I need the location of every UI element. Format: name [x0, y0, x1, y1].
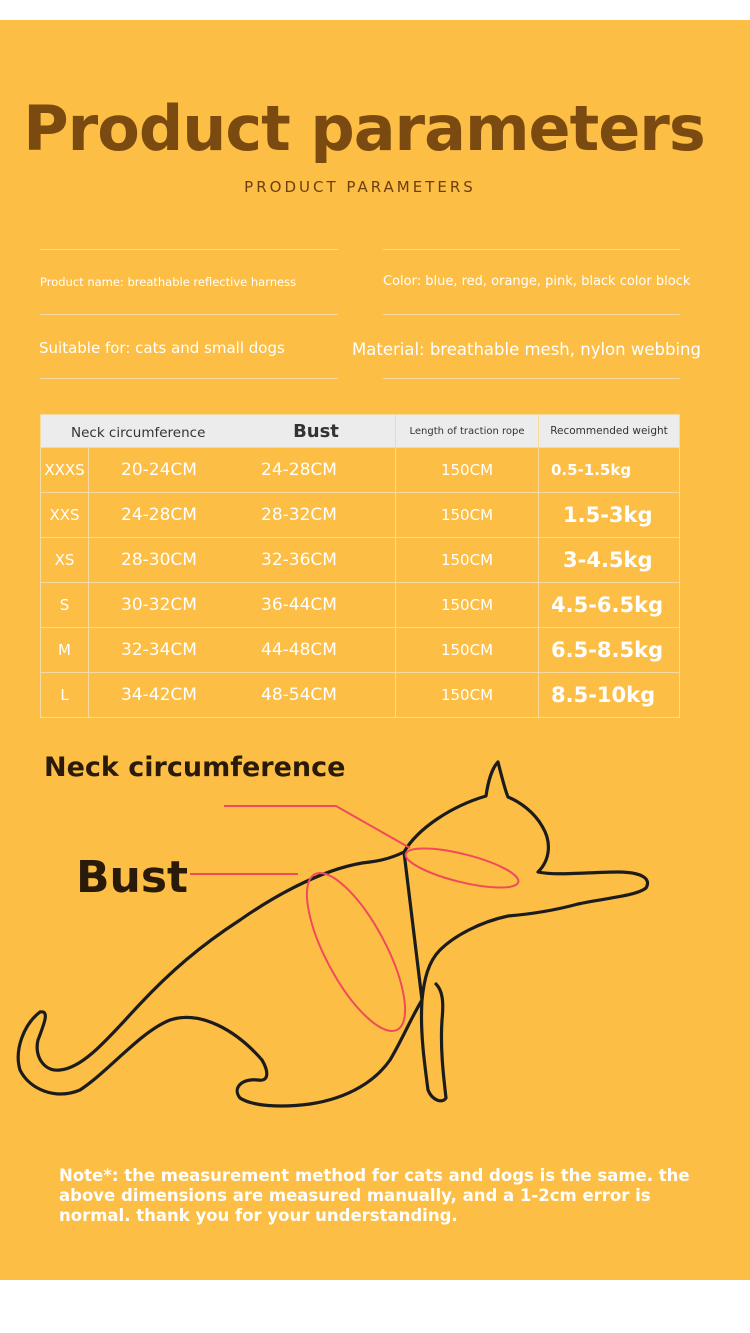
- divider: [40, 314, 338, 315]
- weight-cell: 0.5-1.5kg: [539, 448, 680, 493]
- table-header-row: [41, 415, 680, 448]
- rope-cell: 150CM: [396, 493, 539, 538]
- neck-value: 30-32CM: [121, 595, 197, 615]
- table-row: [41, 493, 680, 538]
- product-material: Material: breathable mesh, nylon webbing: [352, 340, 701, 359]
- page-title: Product parameters: [23, 92, 705, 165]
- bust-value: 32-36CM: [261, 550, 337, 570]
- size-cell: XXS: [41, 493, 89, 538]
- weight-cell: 1.5-3kg: [539, 493, 680, 538]
- neck-pointer-line: [224, 806, 410, 848]
- neck-bust-cell: [89, 628, 396, 673]
- header-neck: Neck circumference: [71, 424, 206, 441]
- neck-value: 20-24CM: [121, 460, 197, 480]
- cat-outline: [18, 762, 647, 1106]
- size-cell: XXXS: [41, 448, 89, 493]
- bust-label: Bust: [76, 852, 189, 903]
- weight-cell: 6.5-8.5kg: [539, 628, 680, 673]
- size-table: [40, 414, 680, 718]
- table-row: [41, 628, 680, 673]
- suitable-for: Suitable for: cats and small dogs: [39, 339, 285, 357]
- size-cell: M: [41, 628, 89, 673]
- weight-cell: 4.5-6.5kg: [539, 583, 680, 628]
- rope-cell: 150CM: [396, 448, 539, 493]
- neck-bust-cell: [89, 673, 396, 718]
- bust-value: 44-48CM: [261, 640, 337, 660]
- neck-bust-cell: [89, 448, 396, 493]
- divider: [383, 314, 680, 315]
- divider: [40, 378, 338, 379]
- header-rope: Length of traction rope: [396, 415, 539, 448]
- table-row: [41, 583, 680, 628]
- neck-value: 28-30CM: [121, 550, 197, 570]
- product-name: Product name: breathable reflective harness: [40, 275, 297, 289]
- neck-value: 34-42CM: [121, 685, 197, 705]
- measurement-note: Note*: the measurement method for cats and dogs is the same. the above dimensions are measured manually, and a 1-2cm error is normal. thank you for your understanding.: [59, 1166, 690, 1225]
- bust-value: 28-32CM: [261, 505, 337, 525]
- neck-ring: [402, 840, 521, 895]
- table-row: [41, 673, 680, 718]
- table-row: [41, 538, 680, 583]
- size-cell: S: [41, 583, 89, 628]
- page-subtitle: PRODUCT PARAMETERS: [244, 178, 476, 196]
- header-neck-bust: [41, 415, 396, 448]
- neck-circumference-label: Neck circumference: [44, 752, 346, 783]
- rope-cell: 150CM: [396, 628, 539, 673]
- header-bust: Bust: [293, 420, 339, 442]
- cat-measurement-diagram: [0, 740, 750, 1130]
- rope-cell: 150CM: [396, 583, 539, 628]
- rope-cell: 150CM: [396, 673, 539, 718]
- table-row: [41, 448, 680, 493]
- neck-bust-cell: [89, 538, 396, 583]
- divider: [383, 249, 680, 250]
- bust-value: 48-54CM: [261, 685, 337, 705]
- rope-cell: 150CM: [396, 538, 539, 583]
- neck-bust-cell: [89, 583, 396, 628]
- neck-value: 24-28CM: [121, 505, 197, 525]
- size-cell: XS: [41, 538, 89, 583]
- bust-ring: [288, 860, 424, 1044]
- bust-value: 36-44CM: [261, 595, 337, 615]
- weight-cell: 8.5-10kg: [539, 673, 680, 718]
- divider: [383, 378, 680, 379]
- neck-bust-cell: [89, 493, 396, 538]
- divider: [40, 249, 338, 250]
- neck-value: 32-34CM: [121, 640, 197, 660]
- bust-value: 24-28CM: [261, 460, 337, 480]
- header-weight: Recommended weight: [539, 415, 680, 448]
- weight-cell: 3-4.5kg: [539, 538, 680, 583]
- size-cell: L: [41, 673, 89, 718]
- product-color: Color: blue, red, orange, pink, black color block: [383, 274, 691, 289]
